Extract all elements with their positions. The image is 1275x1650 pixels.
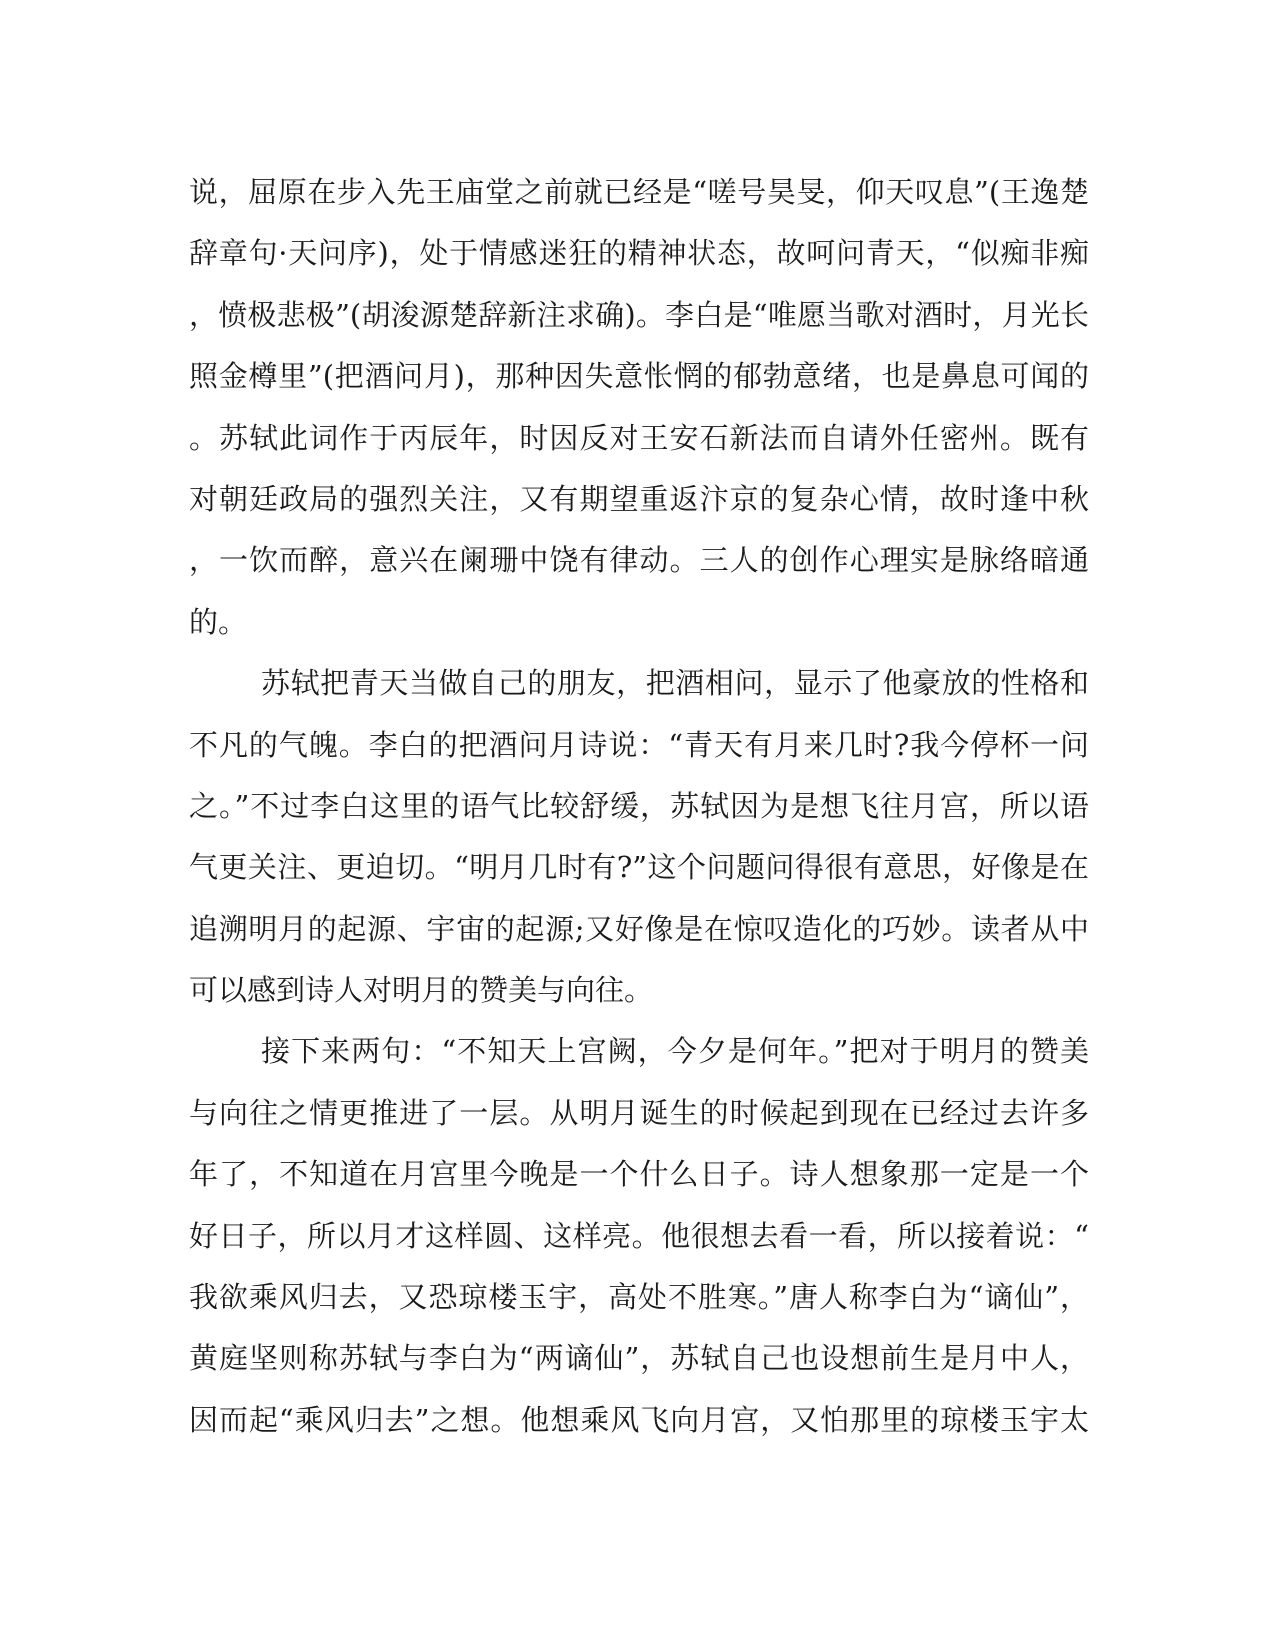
text-line: ，愤极悲极”(胡浚源楚辞新注求确)。李白是“唯愿当歌对酒时，月光长 <box>189 297 1089 332</box>
text-line: ，一饮而醉，意兴在阑珊中饶有律动。三人的创作心理实是脉络暗通 <box>189 543 1089 578</box>
text-line: 好日子，所以月才这样圆、这样亮。他很想去看一看，所以接着说：“ <box>189 1218 1089 1253</box>
body-text <box>189 162 1089 1451</box>
text-line: 我欲乘风归去，又恐琼楼玉宇，高处不胜寒。”唐人称李白为“谪仙”， <box>189 1280 1089 1315</box>
text-line: 。苏轼此词作于丙辰年，时因反对王安石新法而自请外任密州。既有 <box>189 420 1089 455</box>
paragraph-first-line: 接下来两句：“不知天上宫阙，今夕是何年。”把对于明月的赞美 <box>261 1034 1089 1069</box>
text-line: 追溯明月的起源、宇宙的起源;又好像是在惊叹造化的巧妙。读者从中 <box>189 911 1089 946</box>
text-line: 辞章句·天问序)，处于情感迷狂的精神状态，故呵问青天，“似痴非痴 <box>189 236 1089 271</box>
text-line: 可以感到诗人对明月的赞美与向往。 <box>189 973 654 1008</box>
text-line: 与向往之情更推进了一层。从明月诞生的时候起到现在已经过去许多 <box>189 1095 1089 1130</box>
text-line: 对朝廷政局的强烈关注，又有期望重返汴京的复杂心情，故时逢中秋 <box>189 481 1089 516</box>
paragraph-first-line: 苏轼把青天当做自己的朋友，把酒相问，显示了他豪放的性格和 <box>261 666 1089 701</box>
text-line: 不凡的气魄。李白的把酒问月诗说：“青天有月来几时?我今停杯一问 <box>189 727 1089 762</box>
text-line: 的。 <box>189 604 248 639</box>
text-line: 气更关注、更迫切。“明月几时有?”这个问题问得很有意思，好像是在 <box>189 850 1089 885</box>
text-line: 年了，不知道在月宫里今晚是一个什么日子。诗人想象那一定是一个 <box>189 1157 1089 1192</box>
text-line: 因而起“乘风归去”之想。他想乘风飞向月宫，又怕那里的琼楼玉宇太 <box>189 1402 1089 1437</box>
text-line: 之。”不过李白这里的语气比较舒缓，苏轼因为是想飞往月宫，所以语 <box>189 788 1089 823</box>
text-line: 黄庭坚则称苏轼与李白为“两谪仙”，苏轼自己也设想前生是月中人， <box>189 1341 1089 1376</box>
text-line: 说，屈原在步入先王庙堂之前就已经是“嗟号昊旻，仰天叹息”(王逸楚 <box>189 175 1089 209</box>
text-line: 照金樽里”(把酒问月)，那种因失意怅惘的郁勃意绪，也是鼻息可闻的 <box>189 359 1089 394</box>
